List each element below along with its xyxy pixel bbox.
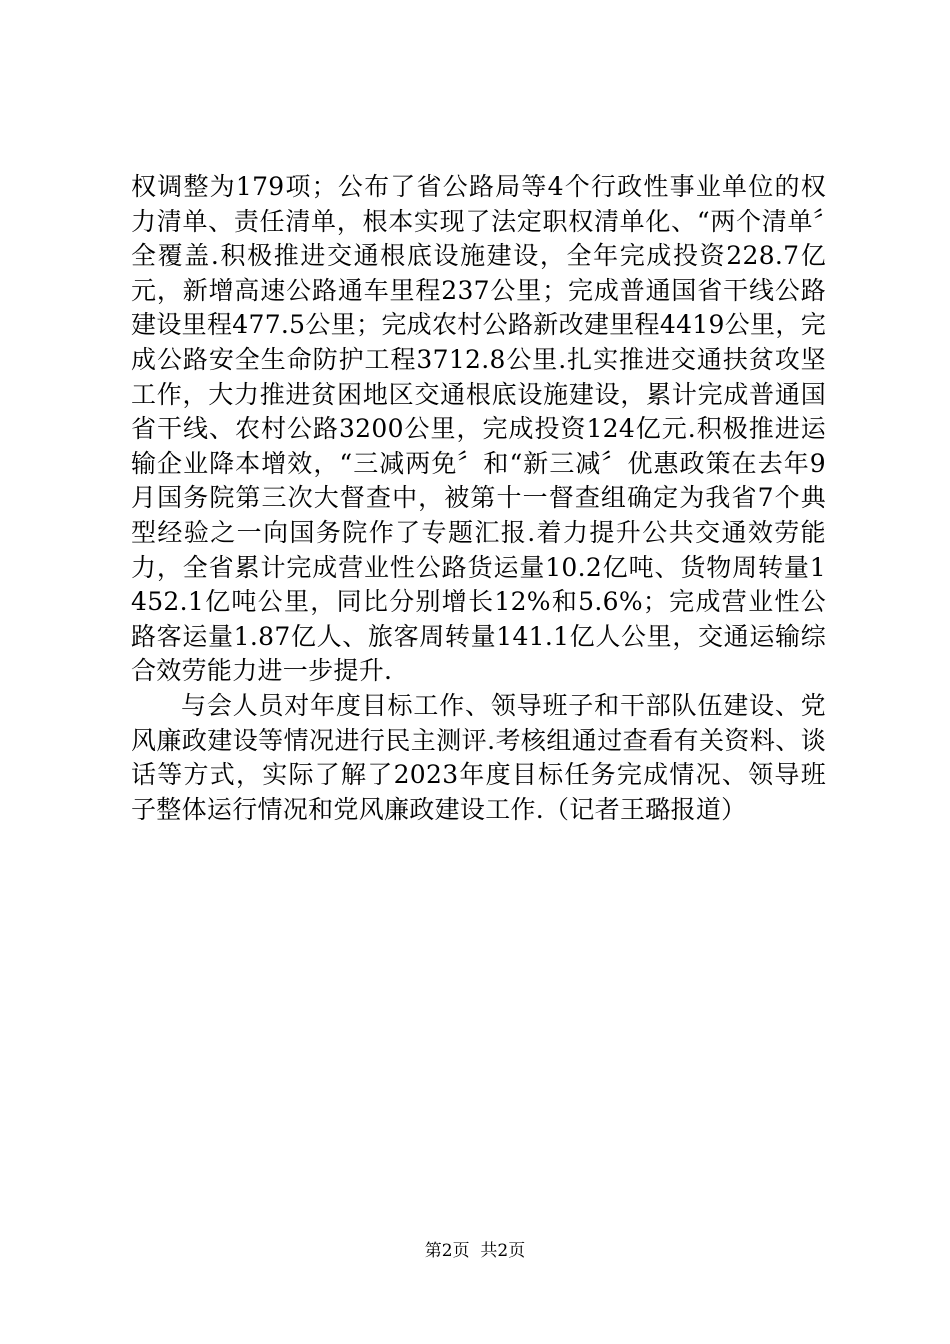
paragraph-continued: 权调整为179项；公布了省公路局等4个行政性事业单位的权力清单、责任清单，根本实现了法定职权清单化、“两个清单〞全覆盖.积极推进交通根底设施建设，全年完成投资228.7亿元，新增高速公路通车里程237公里；完成普通国省干线公路建设里程477.5公里；完成农村公路新改建里程4419公里，完成公路安全生命防护工程3712.8公里.扎实推进交通扶贫攻坚工作，大力推进贫困地区交通根底设施建设，累计完成普通国省干线、农村公路3200公里，完成投资124亿元.积极推进运输企业降本增效，“三减两免〞和“新三减〞优惠政策在去年9月国务院第三次大督查中，被第十一督查组确定为我省7个典型经验之一向国务院作了专题汇报.着力提升公共交通效劳能力，全省累计完成营业性公路货运量10.2亿吨、货物周转量1452.1亿吨公里，同比分别增长12%和5.6%；完成营业性公路客运量1.87亿人、旅客周转量141.1亿人公里，交通运输综合效劳能力进一步提升. — [131, 172, 826, 686]
article-body — [131, 170, 826, 827]
paragraph-assessment: 与会人员对年度目标工作、领导班子和干部队伍建设、党风廉政建设等情况进行民主测评.考核组通过查看有关资料、谈话等方式，实际了解了2023年度目标任务完成情况、领导班子整体运行情况和党风廉政建设工作.（记者王璐报道） — [131, 690, 826, 824]
page-number-footer: 第2页 共2页 — [424, 1241, 526, 1261]
